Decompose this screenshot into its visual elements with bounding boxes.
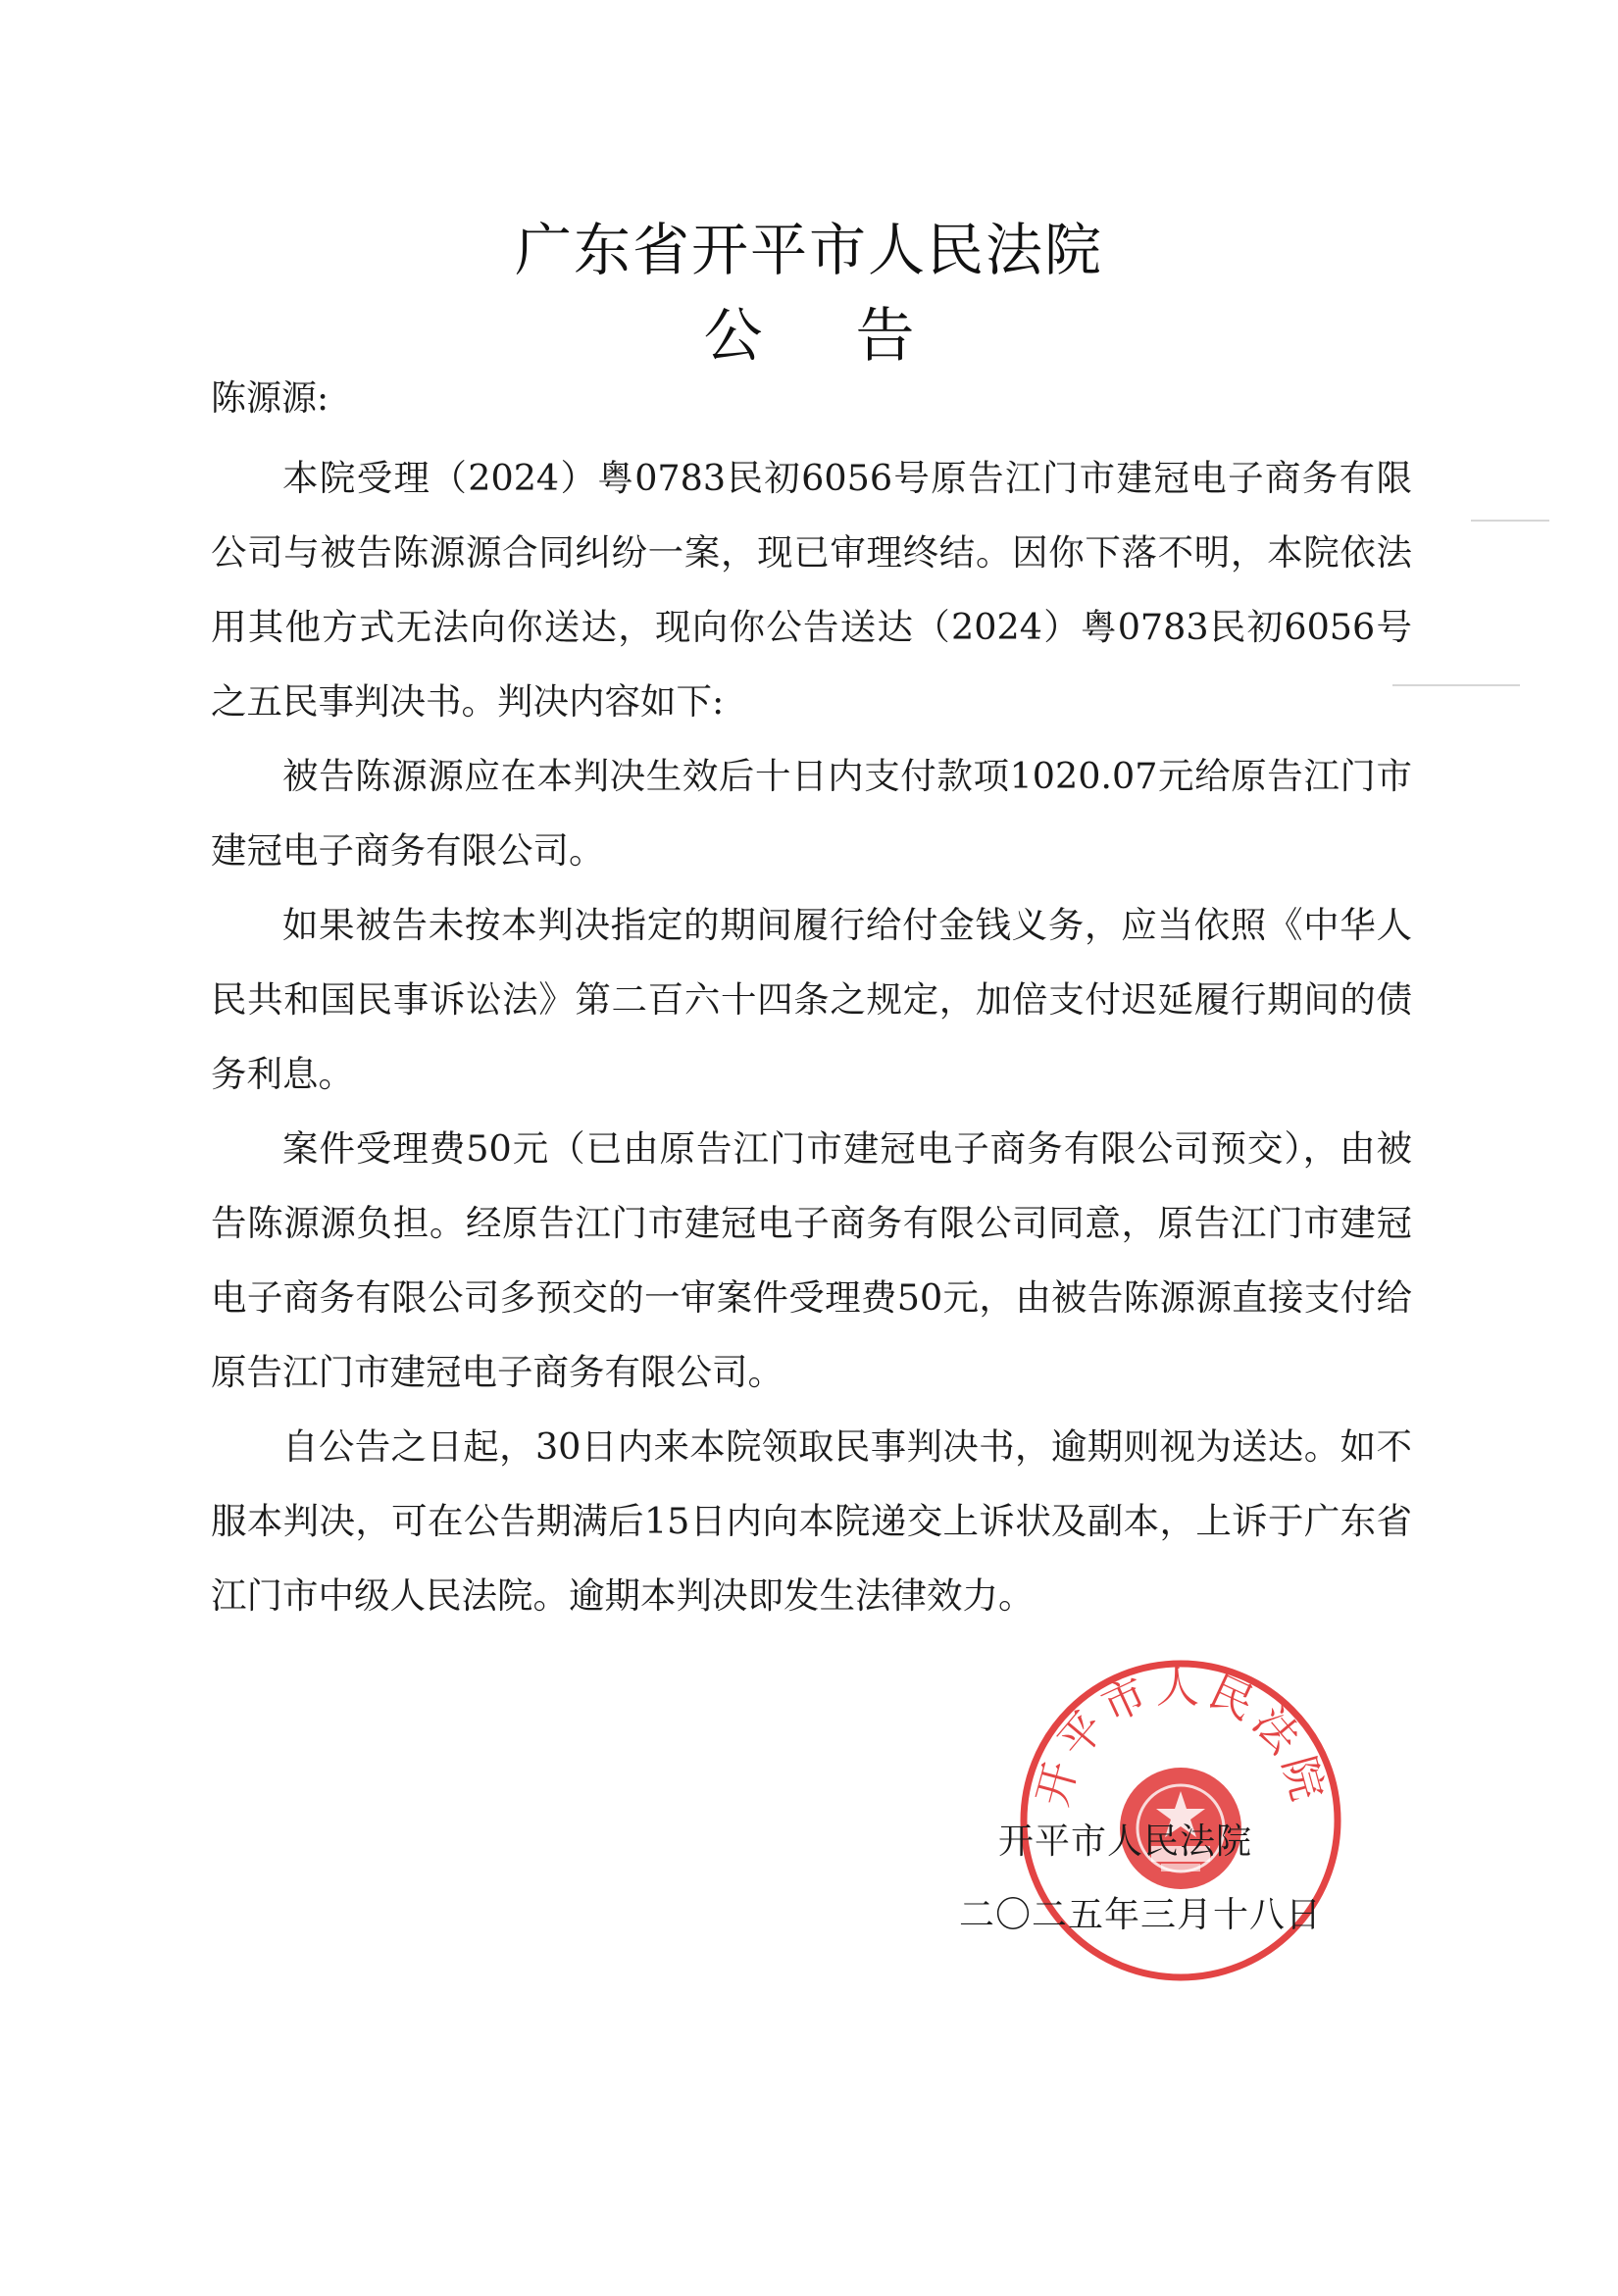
notice-title: 公 告 [703, 302, 952, 371]
notice-body [211, 441, 1412, 1633]
paragraph-late-interest: 如果被告未按本判决指定的期间履行给付金钱义务，应当依照《中华人民共和国民事诉讼法》第二百六十四条之规定，加倍支付迟延履行期间的债务利息。 [211, 904, 1412, 1095]
paragraph-case-summary: 本院受理（2024）粤0783民初6056号原告江门市建冠电子商务有限公司与被告陈源源合同纠纷一案，现已审理终结。因你下落不明，本院依法用其他方式无法向你送达，现向你公告送达（2024）粤0783民初6056号之五民事判决书。判决内容如下: [211, 457, 1412, 723]
signature-organization: 开平市人民法院 [998, 1822, 1253, 1862]
paragraph-case-fee: 案件受理费50元（已由原告江门市建冠电子商务有限公司预交），由被告陈源源负担。经原告江门市建冠电子商务有限公司同意，原告江门市建冠电子商务有限公司多预交的一审案件受理费50元，由被告陈源源直接支付给原告江门市建冠电子商务有限公司。 [211, 1127, 1412, 1393]
scan-artifact-line [1392, 684, 1520, 686]
paragraph-appeal-notice: 自公告之日起，30日内来本院领取民事判决书，逾期则视为送达。如不服本判决，可在公告期满后15日内向本院递交上诉状及副本，上诉于广东省江门市中级人民法院。逾期本判决即发生法律效力。 [211, 1425, 1412, 1617]
seal-text: 开平市人民法院 [1027, 1662, 1335, 1812]
signature-date: 二〇二五年三月十八日 [959, 1895, 1323, 1935]
court-name-heading: 广东省开平市人民法院 [514, 217, 1103, 283]
paragraph-judgment: 被告陈源源应在本判决生效后十日内支付款项1020.07元给原告江门市建冠电子商务有限公司。 [211, 755, 1412, 872]
scan-artifact-line [1471, 520, 1549, 522]
salutation: 陈源源: [211, 378, 329, 419]
